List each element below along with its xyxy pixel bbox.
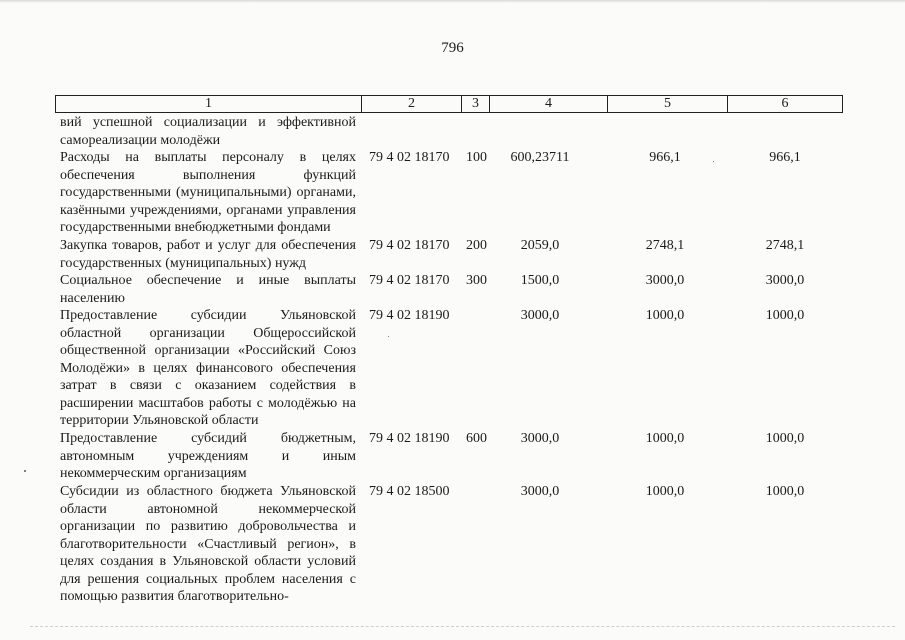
header-col-6: 6	[728, 95, 843, 113]
scan-speck	[713, 161, 714, 162]
header-col-1: 1	[55, 95, 362, 113]
row-value-col6: 1000,0	[765, 431, 805, 446]
row-name: Предоставление субсидий бюджетным, автономным учреждениям и иным некоммерческим организациям	[60, 431, 356, 481]
row-value-col4: 3000,0	[520, 484, 560, 499]
row-type: 300	[466, 273, 487, 288]
row-value-col4: 600,23711	[510, 150, 570, 165]
row-name: Закупка товаров, работ и услуг для обеспечения государственных (муниципальных) нужд	[60, 238, 356, 271]
row-value-col5: 1000,0	[645, 308, 685, 323]
row-code: 79 4 02 18190	[369, 308, 450, 323]
row-value-col5: 3000,0	[645, 273, 685, 288]
row-value-col4: 2059,0	[520, 238, 560, 253]
header-col-3: 3	[462, 95, 490, 113]
row-value-col6: 2748,1	[765, 238, 805, 253]
row-name: Социальное обеспечение и иные выплаты населению	[60, 273, 356, 306]
row-name: Предоставление субсидии Ульяновской областной организации Общероссийской общественной организации «Российский Союз Молодёжи» в целях финансового обеспечения затрат в связи с оказанием содействия в расширении масштабов работы с молодёжью на территории Ульяновской области	[60, 308, 356, 428]
row-type: 600	[466, 431, 487, 446]
row-value-col4: 3000,0	[520, 431, 560, 446]
row-name: Расходы на выплаты персоналу в целях обеспечения выполнения функций государственными (муниципальными) органами, казёнными учреждениями, органами управления государственными внебюджетными фондами	[60, 150, 356, 235]
row-code: 79 4 02 18500	[369, 484, 450, 499]
row-value-col5: 966,1	[649, 150, 681, 165]
header-col-2: 2	[362, 95, 462, 113]
row-value-col6: 966,1	[769, 150, 801, 165]
row-code: 79 4 02 18170	[369, 150, 450, 165]
scan-edge-bottom	[30, 626, 895, 627]
row-type: 100	[466, 150, 487, 165]
row-value-col6: 1000,0	[765, 308, 805, 323]
row-code: 79 4 02 18170	[369, 238, 450, 253]
row-value-col5: 1000,0	[645, 484, 685, 499]
row-value-col6: 3000,0	[765, 273, 805, 288]
row-value-col6: 1000,0	[765, 484, 805, 499]
row-name: Субсидии из областного бюджета Ульяновской области автономной некоммерческой организации по развитию добровольчества и благотворительности «Счастливый регион», в целях создания в Ульяновской области условий для решения социальных проблем населения с помощью развития благотворительно-	[60, 484, 356, 604]
row-value-col4: 1500,0	[520, 273, 560, 288]
row-value-col5: 2748,1	[645, 238, 685, 253]
header-col-4: 4	[490, 95, 608, 113]
row-code: 79 4 02 18170	[369, 273, 450, 288]
row-code: 79 4 02 18190	[369, 431, 450, 446]
row-value-col5: 1000,0	[645, 431, 685, 446]
header-col-5: 5	[608, 95, 728, 113]
row-value-col4: 3000,0	[520, 308, 560, 323]
scan-speck	[24, 470, 26, 472]
scan-speck	[388, 336, 389, 337]
page-number: 796	[441, 40, 464, 56]
row-type: 200	[466, 238, 487, 253]
row-name: вий успешной социализации и эффективной самореализации молодёжи	[60, 115, 356, 148]
